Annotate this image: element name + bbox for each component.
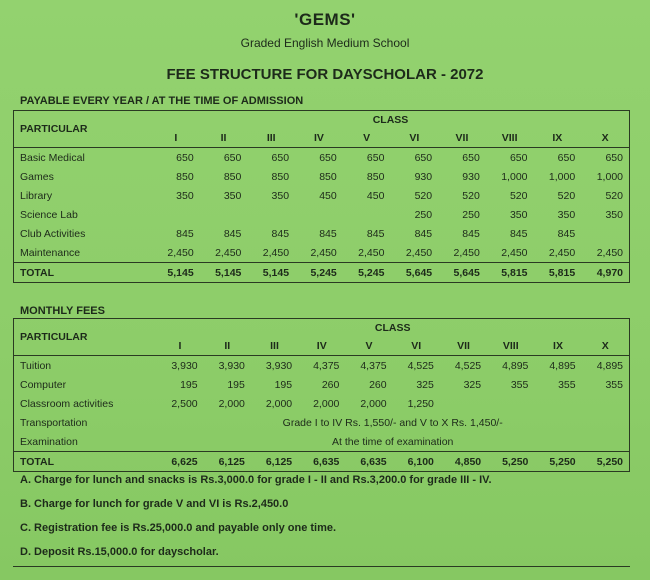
total-label: TOTAL bbox=[20, 455, 55, 468]
class-ii-header: II bbox=[224, 340, 231, 352]
fee-cell: 520 bbox=[414, 189, 433, 202]
fee-cell: 650 bbox=[414, 151, 433, 164]
total-cell: 5,145 bbox=[167, 266, 194, 279]
yearly-fee-table bbox=[13, 110, 630, 283]
total-cell: 6,100 bbox=[407, 455, 434, 468]
row-label: Maintenance bbox=[20, 246, 81, 259]
class-v-header: V bbox=[363, 132, 371, 144]
fee-cell: 350 bbox=[176, 189, 194, 202]
fee-cell: 2,450 bbox=[405, 246, 433, 259]
examination-row bbox=[14, 432, 630, 452]
fee-cell: 195 bbox=[227, 378, 245, 391]
row-label: Examination bbox=[20, 435, 78, 448]
fee-cell bbox=[200, 205, 248, 224]
fee-cell: 845 bbox=[319, 227, 337, 240]
fee-cell: 850 bbox=[223, 170, 242, 183]
fee-cell: 1,000 bbox=[548, 170, 576, 183]
fee-cell bbox=[343, 205, 391, 224]
table-row bbox=[14, 148, 630, 168]
table-header-row bbox=[14, 111, 630, 130]
examination-note: At the time of examination bbox=[331, 435, 454, 448]
fee-cell: 845 bbox=[223, 227, 242, 240]
class-ii-header: II bbox=[220, 132, 227, 144]
fee-cell: 325 bbox=[463, 378, 482, 391]
fee-cell: 355 bbox=[558, 378, 576, 391]
total-cell: 5,250 bbox=[549, 455, 576, 468]
class-vii-header: VII bbox=[457, 340, 470, 352]
fee-cell: 2,450 bbox=[215, 246, 242, 259]
fee-cell: 4,525 bbox=[454, 359, 482, 372]
transportation-note: Grade I to IV Rs. 1,550/- and V to X Rs. 1,450/- bbox=[282, 416, 503, 429]
fee-cell: 845 bbox=[462, 227, 480, 240]
school-abbr: 'GEMS' bbox=[294, 10, 356, 29]
row-label: Science Lab bbox=[20, 208, 78, 221]
fee-cell: 450 bbox=[319, 189, 337, 202]
row-label: Club Activities bbox=[20, 227, 86, 240]
class-header: CLASS bbox=[374, 322, 411, 334]
fee-cell: 2,450 bbox=[501, 246, 528, 259]
note-item: D. Deposit Rs.15,000.0 for dayscholar. bbox=[20, 546, 219, 558]
fee-cell: 650 bbox=[509, 151, 528, 164]
fee-cell: 650 bbox=[605, 151, 623, 164]
fee-cell: 350 bbox=[223, 189, 242, 202]
total-cell: 4,850 bbox=[454, 455, 482, 468]
row-label: Computer bbox=[20, 378, 67, 391]
monthly-fee-table bbox=[13, 318, 630, 472]
fee-cell: 4,525 bbox=[407, 359, 434, 372]
fee-cell: 845 bbox=[414, 227, 433, 240]
fee-cell: 1,000 bbox=[501, 170, 528, 183]
fee-cell: 650 bbox=[462, 151, 480, 164]
fee-cell: 2,450 bbox=[358, 246, 385, 259]
total-cell: 6,625 bbox=[171, 455, 198, 468]
total-cell: 6,635 bbox=[360, 455, 387, 468]
fee-cell: 325 bbox=[416, 378, 434, 391]
fee-cell: 2,450 bbox=[548, 246, 576, 259]
row-label: Basic Medical bbox=[20, 151, 85, 164]
fee-cell: 2,450 bbox=[167, 246, 194, 259]
row-label: Transportation bbox=[20, 416, 88, 429]
fee-cell bbox=[582, 394, 630, 413]
fee-cell: 4,375 bbox=[360, 359, 387, 372]
fee-cell: 850 bbox=[176, 170, 194, 183]
fee-cell: 650 bbox=[176, 151, 194, 164]
yearly-section-title: PAYABLE EVERY YEAR / AT THE TIME OF ADMISSION bbox=[20, 95, 304, 107]
fee-cell: 845 bbox=[509, 227, 528, 240]
table-row bbox=[14, 375, 630, 394]
fee-cell: 4,895 bbox=[596, 359, 623, 372]
note-item: C. Registration fee is Rs.25,000.0 and payable only one time. bbox=[20, 522, 337, 534]
fee-cell bbox=[152, 205, 200, 224]
total-cell: 5,145 bbox=[262, 266, 290, 279]
total-cell: 5,815 bbox=[548, 266, 576, 279]
fee-cell: 520 bbox=[462, 189, 480, 202]
fee-cell: 650 bbox=[223, 151, 242, 164]
fee-cell: 260 bbox=[321, 378, 340, 391]
class-i-header: I bbox=[174, 132, 178, 144]
fee-cell: 350 bbox=[271, 189, 290, 202]
fee-cell: 1,000 bbox=[596, 170, 623, 183]
fee-cell: 2,000 bbox=[313, 397, 340, 410]
class-x-header: X bbox=[601, 340, 609, 352]
class-ix-header: IX bbox=[552, 132, 563, 144]
total-cell: 5,145 bbox=[215, 266, 242, 279]
fee-cell bbox=[295, 205, 343, 224]
fee-cell: 520 bbox=[509, 189, 528, 202]
fee-cell: 1,250 bbox=[407, 397, 434, 410]
total-cell: 5,645 bbox=[405, 266, 433, 279]
fee-cell: 2,500 bbox=[171, 397, 198, 410]
table-row bbox=[14, 224, 630, 243]
fee-cell: 845 bbox=[176, 227, 194, 240]
total-row bbox=[14, 452, 630, 472]
total-cell: 6,125 bbox=[218, 455, 245, 468]
table-row bbox=[14, 394, 630, 413]
total-cell: 6,125 bbox=[265, 455, 293, 468]
fee-cell: 2,000 bbox=[360, 397, 387, 410]
fee-cell: 845 bbox=[366, 227, 385, 240]
fee-cell bbox=[487, 394, 534, 413]
fee-cell: 850 bbox=[271, 170, 290, 183]
fee-cell: 4,375 bbox=[313, 359, 340, 372]
fee-cell: 650 bbox=[557, 151, 576, 164]
school-name: Graded English Medium School bbox=[240, 36, 410, 50]
fee-cell: 2,000 bbox=[265, 397, 293, 410]
class-viii-header: VIII bbox=[501, 132, 518, 144]
fee-cell: 3,930 bbox=[265, 359, 293, 372]
fee-cell: 195 bbox=[180, 378, 198, 391]
total-label: TOTAL bbox=[20, 266, 55, 279]
fee-cell: 4,895 bbox=[549, 359, 576, 372]
class-vi-header: VI bbox=[409, 132, 420, 144]
class-ix-header: IX bbox=[553, 340, 563, 352]
fee-cell bbox=[440, 394, 487, 413]
total-cell: 6,635 bbox=[313, 455, 340, 468]
fee-cell: 930 bbox=[462, 170, 480, 183]
fee-cell: 350 bbox=[557, 208, 576, 221]
fee-cell: 2,000 bbox=[218, 397, 245, 410]
table-row bbox=[14, 186, 630, 205]
fee-cell: 195 bbox=[274, 378, 293, 391]
fee-cell: 2,450 bbox=[596, 246, 623, 259]
fee-cell: 520 bbox=[557, 189, 576, 202]
class-x-header: X bbox=[601, 132, 609, 144]
fee-cell: 355 bbox=[510, 378, 529, 391]
class-vii-header: VII bbox=[455, 132, 469, 144]
row-label: Classroom activities bbox=[20, 397, 114, 410]
table-row bbox=[14, 167, 630, 186]
fee-cell: 850 bbox=[366, 170, 385, 183]
class-iii-header: III bbox=[270, 340, 279, 352]
fee-cell: 355 bbox=[605, 378, 623, 391]
monthly-section-title: MONTHLY FEES bbox=[20, 305, 105, 317]
fee-cell: 2,450 bbox=[262, 246, 290, 259]
page-title: FEE STRUCTURE FOR DAYSCHOLAR - 2072 bbox=[166, 66, 484, 83]
total-cell: 5,645 bbox=[453, 266, 480, 279]
total-cell: 5,815 bbox=[501, 266, 528, 279]
notes-list bbox=[20, 474, 492, 570]
total-cell: 4,970 bbox=[596, 266, 623, 279]
class-i-header: I bbox=[178, 340, 182, 352]
fee-cell: 650 bbox=[366, 151, 385, 164]
fee-cell: 250 bbox=[462, 208, 480, 221]
fee-cell: 260 bbox=[369, 378, 387, 391]
row-label: Library bbox=[20, 189, 53, 202]
total-cell: 5,245 bbox=[310, 266, 337, 279]
fee-cell: 450 bbox=[366, 189, 385, 202]
fee-cell: 845 bbox=[557, 227, 576, 240]
row-label: Tuition bbox=[20, 359, 52, 372]
fee-cell bbox=[534, 394, 581, 413]
bottom-rule bbox=[13, 566, 630, 567]
fee-cell: 4,895 bbox=[502, 359, 529, 372]
fee-cell: 650 bbox=[319, 151, 337, 164]
fee-cell: 350 bbox=[605, 208, 623, 221]
fee-cell: 350 bbox=[509, 208, 528, 221]
class-v-header: V bbox=[365, 340, 373, 352]
class-vi-header: VI bbox=[411, 340, 422, 352]
class-viii-header: VIII bbox=[502, 340, 519, 352]
fee-cell: 3,930 bbox=[218, 359, 245, 372]
class-iv-header: IV bbox=[313, 132, 324, 144]
fee-cell bbox=[581, 224, 629, 243]
fee-cell bbox=[247, 205, 295, 224]
total-cell: 5,250 bbox=[596, 455, 623, 468]
table-row bbox=[14, 205, 630, 224]
fee-cell: 845 bbox=[271, 227, 290, 240]
fee-cell: 650 bbox=[271, 151, 290, 164]
total-row bbox=[14, 263, 630, 283]
particular-header: PARTICULAR bbox=[20, 331, 88, 343]
table-row bbox=[14, 243, 630, 263]
fee-cell: 930 bbox=[414, 170, 433, 183]
total-cell: 5,250 bbox=[502, 455, 529, 468]
fee-cell: 520 bbox=[605, 189, 623, 202]
table-row bbox=[14, 356, 630, 376]
fee-cell: 250 bbox=[414, 208, 433, 221]
transportation-row bbox=[14, 413, 630, 432]
fee-cell: 850 bbox=[319, 170, 337, 183]
total-cell: 5,245 bbox=[358, 266, 385, 279]
class-header: CLASS bbox=[372, 114, 409, 126]
table-header-row bbox=[14, 319, 630, 338]
class-iii-header: III bbox=[266, 132, 276, 144]
note-item: A. Charge for lunch and snacks is Rs.3,000.0 for grade I - II and Rs.3,200.0 for grade III - IV. bbox=[20, 474, 492, 486]
fee-cell: 2,450 bbox=[310, 246, 337, 259]
particular-header: PARTICULAR bbox=[20, 123, 88, 135]
note-item: B. Charge for lunch for grade V and VI is Rs.2,450.0 bbox=[20, 498, 289, 510]
class-iv-header: IV bbox=[316, 340, 327, 352]
row-label: Games bbox=[20, 170, 54, 183]
fee-cell: 3,930 bbox=[171, 359, 198, 372]
fee-cell: 2,450 bbox=[453, 246, 480, 259]
